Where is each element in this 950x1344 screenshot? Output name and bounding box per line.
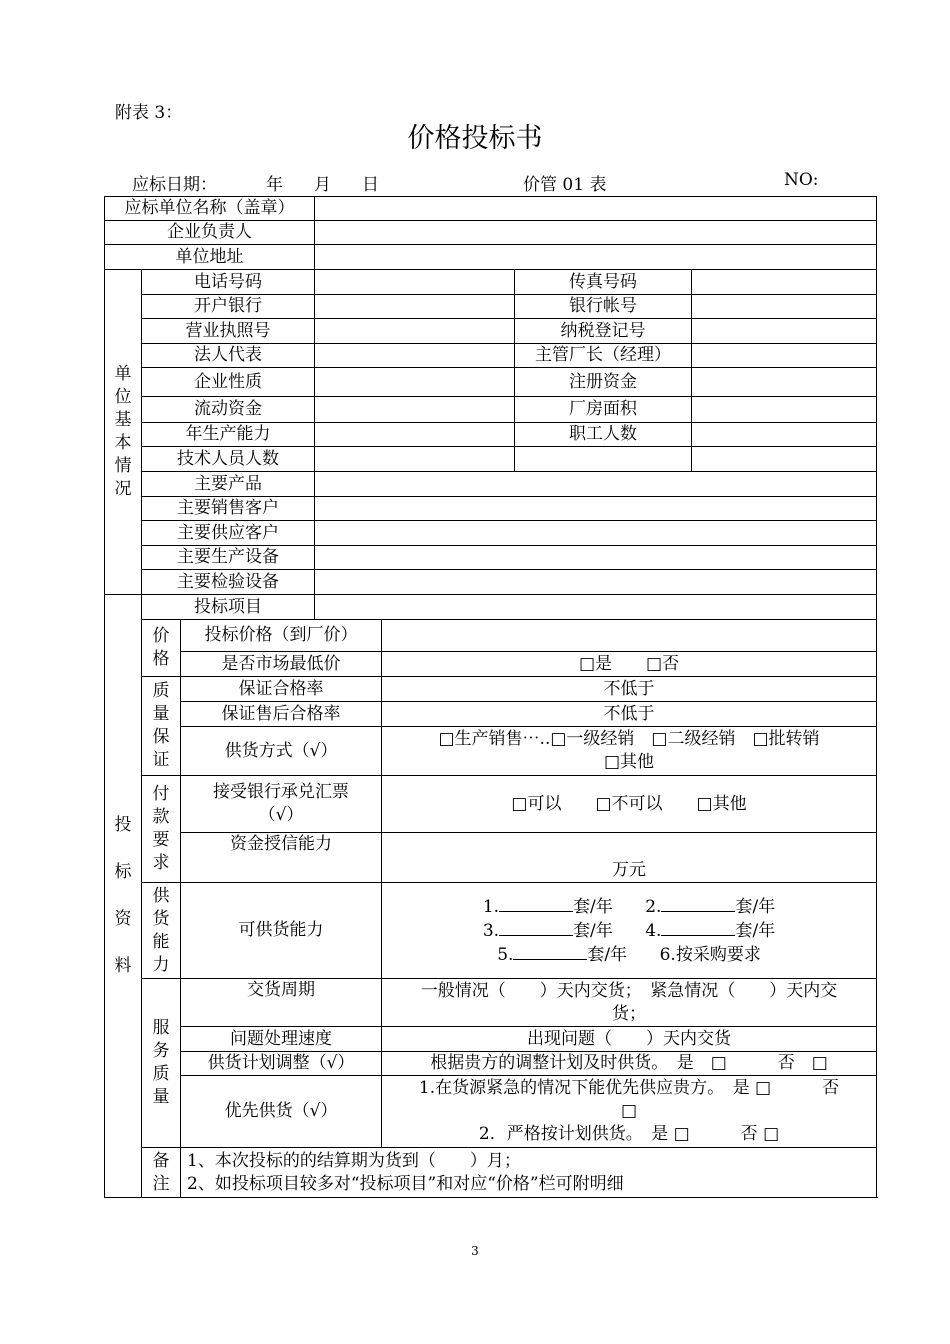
working-capital-field[interactable] bbox=[315, 397, 515, 423]
delivery-cycle-line-2[interactable]: 货； bbox=[612, 1003, 647, 1024]
fax-field[interactable] bbox=[692, 270, 877, 295]
priority-line-1[interactable]: 1.在货源紧急的情况下能优先供应贵方。 是 □ 否 bbox=[418, 1078, 840, 1098]
capacity-line-1: 1. 套/年 2. 套/年 bbox=[482, 896, 776, 917]
bank-draft-label bbox=[181, 776, 382, 833]
supply-mode-options[interactable] bbox=[382, 727, 877, 776]
row-license bbox=[105, 319, 877, 344]
license-label: 营业执照号 bbox=[142, 319, 315, 344]
remarks-content bbox=[181, 1148, 877, 1198]
phone-label: 电话号码 bbox=[142, 270, 315, 295]
capacity-item-5: 5. bbox=[497, 944, 514, 965]
inspection-equipment-field[interactable] bbox=[315, 570, 877, 595]
row-leader bbox=[105, 221, 877, 245]
plan-adjust-label: 供货计划调整（√） bbox=[181, 1052, 382, 1076]
fax-label: 传真号码 bbox=[515, 270, 692, 295]
row-main-suppliers bbox=[105, 521, 877, 546]
director-field[interactable] bbox=[692, 344, 877, 368]
row-remarks bbox=[105, 1148, 877, 1198]
capacity-label: 年生产能力 bbox=[142, 423, 315, 447]
row-priority bbox=[105, 1076, 877, 1148]
leader-label: 企业负责人 bbox=[105, 221, 315, 245]
address-label: 单位地址 bbox=[105, 245, 315, 270]
bid-data-section-label: 投 标 资 料 bbox=[105, 595, 142, 1198]
bid-form-table bbox=[104, 196, 877, 1198]
legal-rep-field[interactable] bbox=[315, 344, 515, 368]
priority-line-3[interactable]: 2．严格按计划供货。 是 □ 否 □ bbox=[478, 1124, 780, 1144]
empty-field-cell[interactable] bbox=[692, 447, 877, 472]
capacity-item-2: 2. bbox=[645, 896, 662, 917]
after-rate-label: 保证售后合格率 bbox=[181, 702, 382, 727]
row-pass-rate bbox=[105, 677, 877, 702]
row-tech-staff bbox=[105, 447, 877, 472]
row-working-capital bbox=[105, 397, 877, 423]
remarks-label: 备 注 bbox=[142, 1148, 181, 1198]
row-main-equipment bbox=[105, 546, 877, 570]
supply-capacity-options[interactable] bbox=[382, 883, 877, 979]
main-customers-field[interactable] bbox=[315, 497, 877, 521]
director-label: 主管厂长（经理） bbox=[515, 344, 692, 368]
supply-capacity-label: 可供货能力 bbox=[181, 883, 382, 979]
tax-label: 纳税登记号 bbox=[515, 319, 692, 344]
date-year: 年 bbox=[266, 175, 283, 195]
capacity-item-6: 6.按采购要求 bbox=[659, 944, 761, 965]
bid-price-label: 投标价格（到厂价） bbox=[181, 620, 382, 652]
after-rate-value[interactable]: 不低于 bbox=[382, 702, 877, 727]
main-customers-label: 主要销售客户 bbox=[142, 497, 315, 521]
row-bid-price bbox=[105, 620, 877, 652]
working-capital-label: 流动资金 bbox=[142, 397, 315, 423]
reg-capital-label: 注册资金 bbox=[515, 368, 692, 397]
row-legal-rep bbox=[105, 344, 877, 368]
staff-label: 职工人数 bbox=[515, 423, 692, 447]
capacity-item-4: 4. bbox=[645, 920, 662, 941]
handling-speed-label: 问题处理速度 bbox=[181, 1027, 382, 1052]
capacity-line-3: 5. 套/年 6.按采购要求 bbox=[497, 944, 761, 965]
tech-staff-label: 技术人员人数 bbox=[142, 447, 315, 472]
credit-unit: 万元 bbox=[612, 860, 647, 880]
delivery-cycle-label: 交货周期 bbox=[181, 979, 382, 1027]
plant-area-label: 厂房面积 bbox=[515, 397, 692, 423]
main-products-label: 主要产品 bbox=[142, 472, 315, 497]
main-products-field[interactable] bbox=[315, 472, 877, 497]
delivery-cycle-line-1[interactable]: 一般情况（ ）天内交货； 紧急情况（ ）天内交 bbox=[420, 980, 838, 1001]
priority-line-2[interactable]: □ bbox=[620, 1101, 638, 1121]
staff-field[interactable] bbox=[692, 423, 877, 447]
price-group-label: 价 格 bbox=[142, 620, 181, 677]
license-field[interactable] bbox=[315, 319, 515, 344]
capacity-blank-1[interactable] bbox=[499, 895, 573, 912]
row-bank-draft bbox=[105, 776, 877, 833]
form-number-label: NO: bbox=[784, 170, 819, 190]
date-day: 日 bbox=[362, 175, 379, 195]
lowest-price-label: 是否市场最低价 bbox=[181, 652, 382, 677]
page-number: 3 bbox=[471, 1244, 479, 1258]
reg-capital-field[interactable] bbox=[692, 368, 877, 397]
row-supply-capacity bbox=[105, 883, 877, 979]
bank-label: 开户银行 bbox=[142, 295, 315, 319]
plant-area-field[interactable] bbox=[692, 397, 877, 423]
plan-adjust-options[interactable]: 根据贵方的调整计划及时供货。 是 □ 否 □ bbox=[382, 1052, 877, 1076]
priority-options[interactable] bbox=[382, 1076, 877, 1148]
row-credit bbox=[105, 833, 877, 883]
row-phone bbox=[105, 270, 877, 295]
account-label: 银行帐号 bbox=[515, 295, 692, 319]
capacity-field[interactable] bbox=[315, 423, 515, 447]
company-name-label: 应标单位名称（盖章） bbox=[105, 197, 315, 221]
tax-field[interactable] bbox=[692, 319, 877, 344]
empty-label-cell bbox=[515, 447, 692, 472]
date-label: 应标日期： bbox=[132, 175, 217, 195]
main-suppliers-field[interactable] bbox=[315, 521, 877, 546]
quality-group-label: 质 量 保 证 bbox=[142, 677, 181, 776]
lowest-price-options[interactable]: □是 □否 bbox=[382, 652, 877, 677]
capacity-blank-5[interactable] bbox=[513, 943, 587, 960]
bank-draft-options[interactable]: □可以 □不可以 □其他 bbox=[382, 776, 877, 833]
capacity-blank-2[interactable] bbox=[661, 895, 735, 912]
nature-field[interactable] bbox=[315, 368, 515, 397]
bank-draft-label-line-1: 接受银行承兑汇票 bbox=[213, 782, 349, 802]
main-equipment-label: 主要生产设备 bbox=[142, 546, 315, 570]
account-field[interactable] bbox=[692, 295, 877, 319]
bank-draft-label-line-2: （√） bbox=[258, 805, 304, 825]
row-lowest-price bbox=[105, 652, 877, 677]
bid-item-label: 投标项目 bbox=[142, 595, 315, 620]
bid-price-field[interactable] bbox=[382, 620, 877, 652]
phone-field[interactable] bbox=[315, 270, 515, 295]
row-company-name bbox=[105, 197, 877, 221]
leader-field[interactable] bbox=[315, 221, 877, 245]
row-after-rate bbox=[105, 702, 877, 727]
supply-mode-label: 供货方式（√） bbox=[181, 727, 382, 776]
date-month: 月 bbox=[314, 175, 331, 195]
form-title: 价格投标书 bbox=[407, 123, 543, 154]
credit-field[interactable] bbox=[382, 833, 877, 883]
pass-rate-label: 保证合格率 bbox=[181, 677, 382, 702]
row-bid-item bbox=[105, 595, 877, 620]
row-bank bbox=[105, 295, 877, 319]
basic-info-section-label: 单 位 基 本 情 况 bbox=[105, 270, 142, 595]
remarks-line-2: 2、如投标项目较多对“投标项目”和对应“价格”栏可附明细 bbox=[187, 1173, 624, 1194]
capacity-group-label: 供 货 能 力 bbox=[142, 883, 181, 979]
row-main-products bbox=[105, 472, 877, 497]
form-code: 价管 01 表 bbox=[523, 175, 607, 195]
payment-group-label: 付 款 要 求 bbox=[142, 776, 181, 883]
row-address bbox=[105, 245, 877, 270]
nature-label: 企业性质 bbox=[142, 368, 315, 397]
main-equipment-field[interactable] bbox=[315, 546, 877, 570]
capacity-blank-4[interactable] bbox=[661, 919, 735, 936]
row-capacity bbox=[105, 423, 877, 447]
pass-rate-value[interactable]: 不低于 bbox=[382, 677, 877, 702]
row-main-customers bbox=[105, 497, 877, 521]
row-nature bbox=[105, 368, 877, 397]
legal-rep-label: 法人代表 bbox=[142, 344, 315, 368]
main-suppliers-label: 主要供应客户 bbox=[142, 521, 315, 546]
row-delivery-cycle bbox=[105, 979, 877, 1027]
credit-label: 资金授信能力 bbox=[181, 833, 382, 883]
row-plan-adjust bbox=[105, 1052, 877, 1076]
capacity-item-3: 3. bbox=[482, 920, 500, 941]
bank-field[interactable] bbox=[315, 295, 515, 319]
remarks-line-1: 1、本次投标的的结算期为货到（ ）月； bbox=[187, 1150, 521, 1171]
capacity-blank-3[interactable] bbox=[499, 919, 573, 936]
handling-speed-value[interactable]: 出现问题（ ）天内交货 bbox=[382, 1027, 877, 1052]
company-name-field[interactable] bbox=[315, 197, 877, 221]
supply-mode-line-2[interactable]: □其他 bbox=[603, 752, 655, 772]
service-group-label: 服 务 质 量 bbox=[142, 979, 181, 1148]
bid-item-field[interactable] bbox=[315, 595, 877, 620]
row-handling-speed bbox=[105, 1027, 877, 1052]
inspection-equipment-label: 主要检验设备 bbox=[142, 570, 315, 595]
priority-label: 优先供货（√） bbox=[181, 1076, 382, 1148]
annex-label: 附表 3： bbox=[115, 103, 183, 123]
row-supply-mode bbox=[105, 727, 877, 776]
capacity-line-2: 3. 套/年 4. 套/年 bbox=[482, 920, 776, 941]
tech-staff-field[interactable] bbox=[315, 447, 515, 472]
row-inspection-equipment bbox=[105, 570, 877, 595]
capacity-item-1: 1. bbox=[482, 896, 500, 917]
address-field[interactable] bbox=[315, 245, 877, 270]
supply-mode-line-1[interactable]: □生产销售⋯..□一级经销 □二级经销 □批转销 bbox=[438, 729, 820, 749]
delivery-cycle-value[interactable] bbox=[382, 979, 877, 1027]
